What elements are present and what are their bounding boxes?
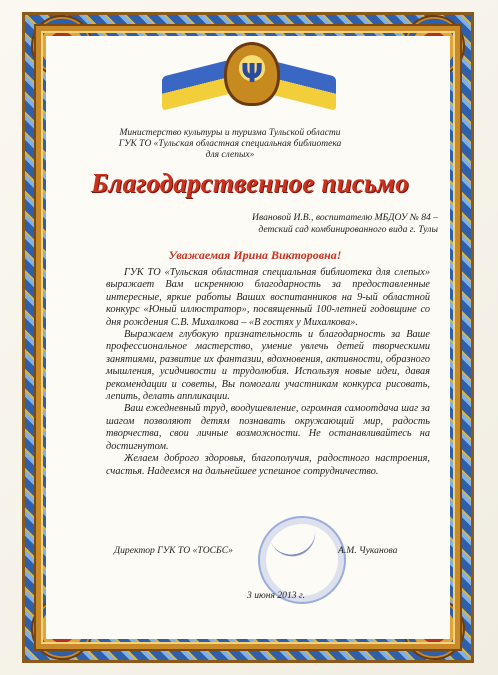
signature-title: Директор ГУК ТО «ТОСБС» xyxy=(114,545,233,556)
body-paragraph: ГУК ТО «Тульская областная специальная библиотека для слепых» выражает Вам искреннюю благодарность за предоставленные интересные, яркие работы Ваших воспитанников на 9-ый областной конкурс «Юный иллюстратор», посвященный 100-летней годовщине со дня рождения С.В. Михалкова – «В гостях у Михалкова». xyxy=(106,267,430,328)
greeting: Уважаемая Ирина Викторовна! xyxy=(168,248,342,262)
ministry-line: для слепых» xyxy=(205,150,255,160)
signature-name: А.М. Чуканова xyxy=(338,545,398,556)
addressee xyxy=(200,212,438,236)
trident-emblem-icon: Ψ xyxy=(224,42,280,106)
addressee-line: детский сад комбинированного вида г. Тулы xyxy=(258,224,438,235)
letter-body xyxy=(106,267,430,478)
document-title: Благодарственное письмо xyxy=(91,168,409,198)
ministry-line: ГУК ТО «Тульская областная специальная библиотека xyxy=(118,139,342,149)
body-paragraph: Выражаем глубокую признательность и благодарность за Ваше профессиональное мастерство, умение увлечь детей творческими занятиями, развитие их фантазии, вдохновения, активности, образного мышления, усидчивости и трудолюбия. Используя новые идеи, давая рекомендации и советы, Вы помогали участникам конкурса рисовать, лепить, делать аппликации. xyxy=(106,329,430,403)
document-date: 3 июня 2013 г. xyxy=(247,590,305,601)
ministry-heading xyxy=(80,128,380,161)
emblem xyxy=(180,40,318,120)
body-paragraph: Желаем доброго здоровья, благополучия, радостного настроения, счастья. Надеемся на дальнейшее успешное сотрудничество. xyxy=(106,453,430,477)
addressee-line: Ивановой И.В., воспитателю МБДОУ № 84 – xyxy=(252,212,438,223)
signature-row xyxy=(106,545,416,561)
ministry-line: Министерство культуры и туризма Тульской области xyxy=(119,128,341,138)
body-paragraph: Ваш ежедневный труд, воодушевление, огромная самоотдача шаг за шагом позволяют детям познавать окружающий мир, радость творчества, свои личные возможности. Не останавливайтесь на достигнутом. xyxy=(106,403,430,452)
